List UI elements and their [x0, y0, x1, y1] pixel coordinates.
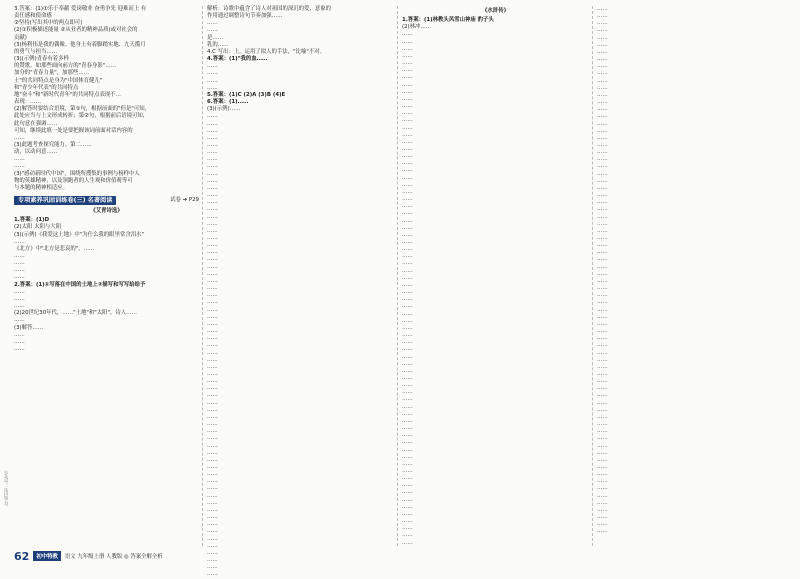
text-line: ……: [402, 468, 413, 474]
text-line: (2)解答时要结合语境，第①句，根据前面的"但是"可知，: [14, 106, 151, 113]
section-page-ref: 试卷 ➔ P29: [170, 196, 199, 203]
text-line: ……: [597, 141, 608, 148]
text-line: (3)解答……: [14, 324, 44, 331]
text-line: ……: [207, 156, 218, 163]
text-line: ……: [402, 210, 413, 217]
text-line: ……: [597, 471, 608, 478]
text-line: ……: [207, 328, 218, 335]
column-4: [597, 6, 783, 551]
text-line: 动，以动问意……: [14, 149, 58, 156]
text-line: ……: [402, 217, 413, 224]
text-line: ……: [597, 521, 608, 528]
text-line: ……: [402, 432, 413, 439]
text-line: 2.答案：(1)①写落在中国的土地上②描写和写写给给予: [14, 281, 146, 288]
page-footer: [14, 550, 163, 562]
text-line: ……: [207, 449, 218, 456]
text-line: 地"奋斗"和"新时代青年"的共同特点表现不…: [14, 91, 121, 98]
text-line: ……: [207, 227, 218, 234]
text-line: ……: [402, 339, 413, 346]
column-2: [207, 6, 394, 578]
text-line: ……: [597, 485, 608, 492]
text-line: ……: [402, 496, 413, 503]
column-divider: [592, 6, 593, 546]
text-line: 可知，继续此填一处是要把握该词前面对话内容的: [14, 127, 133, 134]
text-line: ……: [597, 313, 608, 320]
text-line: ……: [402, 31, 413, 38]
text-line: ……: [402, 52, 413, 59]
text-line: ……: [597, 277, 608, 284]
text-line: ……: [597, 84, 608, 91]
text-line: ……: [402, 482, 413, 489]
text-line: ……: [597, 428, 608, 435]
text-line: ……: [207, 177, 218, 184]
text-line: ……: [207, 406, 218, 413]
brand-badge: 初中特教: [33, 551, 61, 561]
text-line: ……: [207, 313, 218, 320]
text-line: ……: [14, 156, 25, 163]
text-line: ……: [597, 456, 608, 463]
text-line: ……: [402, 224, 413, 231]
text-line: ……: [402, 281, 413, 288]
text-line: (3)(示例)青春有着多样: [14, 56, 69, 63]
text-line: ……: [207, 306, 218, 313]
text-line: ……: [402, 117, 413, 124]
text-line: ……: [402, 188, 413, 195]
text-line: ……: [402, 417, 413, 424]
text-line: ……: [402, 67, 413, 74]
text-line: 6.答案：(1)……: [207, 99, 249, 106]
text-line: ……: [207, 292, 218, 299]
column-3: [402, 6, 589, 551]
text-line: ……: [207, 528, 218, 535]
text-line: ……: [402, 95, 413, 102]
text-line: (3)此题考查探究能力。第二……: [14, 141, 92, 148]
text-line: ……: [207, 478, 218, 485]
text-line: ……: [402, 353, 413, 360]
text-line: ……: [402, 317, 413, 324]
text-line: ……: [402, 174, 413, 181]
text-line: ……: [597, 192, 608, 199]
text-line: ……: [402, 160, 413, 167]
text-line: ……: [402, 324, 413, 331]
text-line: ……: [402, 203, 413, 210]
text-line: ……: [207, 192, 218, 199]
text-line: ……: [207, 521, 218, 528]
text-line: ……: [597, 163, 608, 170]
text-line: ……: [402, 410, 413, 417]
section-heading: [14, 195, 199, 206]
text-line: ……: [207, 335, 218, 342]
text-line: ……: [207, 256, 218, 263]
text-line: ……: [597, 342, 608, 349]
text-line: ……: [207, 277, 218, 284]
text-line: 《北方》中"北方是悲哀的"，……: [14, 245, 95, 252]
text-line: ……: [597, 170, 608, 177]
text-line: ……: [597, 363, 608, 370]
text-line: ……: [207, 456, 218, 463]
text-line: 1.答案：(1)林教头风雪山神庙 豹子头: [402, 17, 494, 24]
text-line: 和"青少年代表"的共同特点: [14, 84, 79, 91]
text-line: ……: [207, 370, 218, 377]
text-line: ……: [597, 6, 608, 12]
text-line: 此处应当与上文形成转折；第②句，根据前后语境可知，: [14, 113, 149, 120]
text-line: 表现：……: [14, 99, 41, 106]
section-title: 专项素养巩固训练卷(三) 名著阅读: [14, 196, 116, 205]
column-1: [14, 6, 199, 546]
text-line: ……: [207, 184, 218, 191]
text-line: ……: [402, 103, 413, 110]
text-line: ……: [597, 514, 608, 521]
footer-text: 语文 九年级上册 人教版 ◎ 答案全解全析: [64, 554, 163, 560]
text-line: ……: [597, 242, 608, 249]
text-line: ……: [207, 285, 218, 292]
text-line: ……: [597, 270, 608, 277]
text-line: ……: [207, 442, 218, 449]
text-line: ……: [402, 131, 413, 138]
text-line: ……: [402, 503, 413, 510]
text-line: ……: [402, 239, 413, 245]
text-line: ……: [402, 167, 413, 174]
text-line: ……: [207, 378, 218, 385]
text-line: ……: [597, 156, 608, 163]
text-line: ……: [207, 63, 218, 70]
text-line: 责任感和使命感: [14, 13, 52, 20]
text-line: ……: [402, 539, 413, 546]
text-line: ……: [597, 177, 608, 184]
text-line: ……: [14, 338, 25, 345]
text-line: ……: [207, 363, 218, 370]
text-line: ……: [402, 74, 413, 81]
text-line: (2)太阳 太阳与大阳: [14, 224, 62, 231]
text-line: ……: [402, 489, 413, 496]
page-number: 62: [14, 549, 30, 563]
text-line: ……: [597, 335, 608, 342]
text-line: ……: [597, 478, 608, 485]
text-line: ……: [597, 320, 608, 327]
text-line: ……: [207, 170, 218, 177]
text-line: ……: [597, 263, 608, 270]
text-line: ……: [207, 199, 218, 206]
text-line: ……: [207, 77, 218, 84]
text-line: ……: [402, 289, 413, 296]
text-line: ……: [597, 421, 608, 428]
text-line: ……: [402, 88, 413, 95]
text-line: ……: [207, 492, 218, 499]
text-line: 解析：诗歌中蕴含了诗人对祖国的深沉的爱，意象的: [207, 6, 331, 12]
text-line: ……: [14, 134, 25, 141]
text-line: ……: [207, 141, 218, 148]
text-line: ……: [597, 91, 608, 98]
text-line: 物的英雄精神，以及领跑者的人生观和价值观等可: [14, 177, 133, 184]
text-line: ……: [402, 124, 413, 131]
text-line: ……: [402, 403, 413, 410]
text-line: ……: [207, 263, 218, 270]
text-line: ……: [402, 332, 413, 339]
text-line: ……: [597, 249, 608, 256]
text-line: ……: [14, 274, 25, 281]
text-line: ……: [597, 378, 608, 385]
text-line: ……: [14, 267, 25, 274]
text-line: ……: [207, 270, 218, 277]
text-line: ……: [402, 231, 413, 238]
text-line: ……: [207, 506, 218, 513]
text-line: (2)林冲……: [402, 24, 432, 31]
text-line: ……: [14, 331, 25, 338]
text-line: ……: [402, 510, 413, 517]
text-line: ……: [207, 20, 218, 27]
text-line: ……: [402, 396, 413, 403]
text-line: ……: [597, 27, 608, 34]
text-line: ……: [402, 153, 413, 160]
text-line: 1.答案：(1)D: [14, 217, 50, 224]
text-line: ……: [207, 249, 218, 256]
text-line: ……: [597, 77, 608, 84]
text-line: ……: [207, 320, 218, 327]
text-line: (3)(示例)……: [207, 106, 241, 113]
text-line: ……: [597, 184, 608, 191]
text-line: 与本题的精神相适应。: [14, 184, 68, 191]
text-line: ……: [597, 127, 608, 134]
text-line: ……: [597, 285, 608, 292]
text-line: ……: [207, 120, 218, 127]
text-line: ……: [597, 292, 608, 299]
text-line: ……: [597, 399, 608, 406]
text-line: ……: [597, 70, 608, 77]
text-line: ……: [207, 535, 218, 542]
text-line: ……: [207, 514, 218, 521]
text-line: ……: [207, 435, 218, 442]
text-line: ……: [207, 428, 218, 435]
text-line: ……: [402, 274, 413, 281]
text-line: ……: [207, 113, 218, 120]
text-line: ……: [402, 310, 413, 317]
text-line: (3)杨利伟是我的偶像。他身上有着脚踏实地、九天揽月: [14, 41, 146, 48]
text-line: 4.C 写出：上，运用了拟人的手法，"比喻"不对。: [207, 48, 326, 55]
text-line: ……: [207, 399, 218, 406]
text-line: ……: [207, 27, 218, 34]
text-line: ……: [207, 342, 218, 349]
text-line: ……: [207, 421, 218, 428]
text-line: ……: [597, 34, 608, 41]
text-line: ……: [597, 13, 608, 20]
text-line: (2)20世纪30年代，……"土地"和"太阳"，诗人……: [14, 310, 137, 317]
text-line: ……: [14, 238, 25, 245]
text-line: ……: [402, 38, 413, 45]
text-line: ……: [597, 370, 608, 377]
text-line: ……: [597, 63, 608, 70]
text-line: ……: [402, 446, 413, 453]
text-line: ……: [597, 113, 608, 120]
text-line: ……: [597, 48, 608, 55]
text-line: 的赞歌。如那些面向前方的"青春身影"……: [14, 63, 116, 70]
text-line: ……: [402, 439, 413, 446]
text-line: ……: [14, 260, 25, 267]
text-line: ……: [597, 464, 608, 470]
column-divider: [202, 6, 203, 546]
text-line: 士"的共同特点是身为"中国体育健儿": [14, 77, 103, 84]
text-line: ……: [14, 303, 25, 310]
text-line: ……: [597, 506, 608, 513]
subheading: 《水浒传》: [482, 8, 509, 14]
text-line: ……: [597, 20, 608, 27]
subheading: 《艾青诗选》: [90, 208, 123, 215]
text-line: ……: [207, 464, 218, 470]
text-line: ……: [402, 181, 413, 188]
text-line: ……: [597, 41, 608, 48]
text-line: ……: [207, 206, 218, 213]
text-line: 的勇气与担当……: [14, 48, 58, 55]
text-line: ……: [597, 199, 608, 206]
text-line: ……: [207, 127, 218, 134]
text-line: ……: [402, 425, 413, 432]
text-line: (3)"感动新时代中国"，围绕所搜集的事例与榜样中人: [14, 170, 140, 177]
text-line: ……: [597, 492, 608, 499]
text-line: ……: [207, 549, 218, 556]
text-line: ……: [402, 138, 413, 145]
text-line: ……: [597, 120, 608, 127]
text-line: ……: [402, 196, 413, 203]
text-line: ……: [597, 328, 608, 335]
text-line: ……: [207, 471, 218, 478]
text-line: ……: [207, 163, 218, 170]
text-line: ……: [207, 385, 218, 392]
text-line: ……: [597, 306, 608, 313]
text-line: ……: [597, 206, 608, 213]
text-line: ……: [14, 253, 25, 259]
text-line: ……: [402, 253, 413, 260]
text-line: ……: [402, 518, 413, 525]
text-line: ……: [597, 227, 608, 234]
text-line: ……: [597, 356, 608, 363]
text-line: ……: [207, 299, 218, 306]
text-line: ……: [14, 163, 25, 170]
text-line: ……: [14, 288, 25, 295]
text-line: ……: [207, 564, 218, 571]
text-line: ……: [402, 60, 413, 67]
text-line: ……: [597, 299, 608, 306]
text-line: ……: [207, 499, 218, 506]
text-line: ……: [597, 134, 608, 141]
side-note: 公众号：乐过学习: [3, 470, 8, 506]
text-line: ……: [207, 134, 218, 141]
text-line: 加分的"青春力量"，加那些……: [14, 70, 90, 77]
text-line: ……: [402, 453, 413, 460]
text-line: ……: [14, 346, 25, 353]
text-line: ……: [402, 246, 413, 253]
text-line: ……: [402, 525, 413, 532]
text-line: ……: [597, 99, 608, 106]
text-line: ……: [597, 106, 608, 113]
text-line: ……: [597, 349, 608, 356]
text-line: 作用通过调整诗句节奏加强……: [207, 13, 283, 20]
text-line: ……: [402, 475, 413, 482]
text-line: ……: [402, 374, 413, 381]
text-line: ……: [597, 256, 608, 263]
text-line: 乳的……: [207, 41, 229, 48]
text-line: ……: [597, 499, 608, 506]
text-line: ……: [207, 349, 218, 356]
text-line: 3.答案：(1)①乐于奉献 爱岗敬业 奋勇争先 迎难而上 有: [14, 6, 147, 12]
text-line: ……: [597, 528, 608, 535]
text-line: ……: [597, 406, 608, 413]
text-line: ……: [402, 81, 413, 88]
text-line: ……: [207, 149, 218, 156]
text-line: 是……: [207, 34, 224, 41]
text-line: 4.答案：(1)"我的血……: [207, 56, 268, 63]
text-line: ……: [597, 392, 608, 399]
text-line: ……: [597, 235, 608, 241]
text-line: ……: [14, 317, 25, 324]
text-line: ……: [402, 296, 413, 303]
text-line: 贡献): [14, 34, 27, 41]
text-line: ……: [597, 449, 608, 456]
text-line: ……: [402, 389, 413, 396]
text-line: ②坚持(写出其中的两点即可): [14, 20, 83, 27]
text-line: (3)(示例)《我爱这土地》中"为什么我的眼里常含泪水": [14, 231, 145, 238]
text-line: ……: [207, 235, 218, 241]
text-line: ……: [207, 392, 218, 399]
text-line: 此句意在强调……: [14, 120, 58, 127]
text-line: ……: [402, 460, 413, 467]
text-line: ……: [14, 295, 25, 302]
text-line: ……: [207, 70, 218, 77]
text-line: ……: [207, 84, 218, 91]
text-line: ……: [402, 303, 413, 310]
text-line: ……: [402, 267, 413, 274]
text-line: ……: [207, 413, 218, 420]
text-line: ……: [402, 260, 413, 267]
text-line: ……: [402, 532, 413, 539]
text-line: ……: [597, 435, 608, 442]
text-line: ……: [402, 382, 413, 389]
text-line: ……: [597, 385, 608, 392]
text-line: ……: [597, 56, 608, 63]
text-line: ……: [207, 356, 218, 363]
text-line: ……: [207, 220, 218, 227]
column-divider: [397, 6, 398, 546]
text-line: ……: [207, 571, 218, 578]
text-line: ……: [597, 413, 608, 420]
text-line: ……: [402, 145, 413, 152]
text-line: ……: [207, 242, 218, 249]
text-line: ……: [207, 485, 218, 492]
text-line: ……: [207, 557, 218, 564]
text-line: ……: [402, 360, 413, 367]
text-line: ……: [402, 367, 413, 374]
text-line: (2)①积极描述能量 ②从业者的精神品质(或对社会的: [14, 27, 138, 34]
text-line: ……: [597, 149, 608, 156]
text-line: ……: [402, 45, 413, 52]
text-line: 5.答案：(1)C (2)A (3)B (4)E: [207, 91, 286, 98]
text-line: ……: [597, 442, 608, 449]
text-line: ……: [207, 213, 218, 220]
text-line: ……: [207, 542, 218, 549]
text-line: ……: [402, 110, 413, 117]
text-line: ……: [402, 346, 413, 353]
text-line: ……: [597, 220, 608, 227]
text-line: ……: [597, 213, 608, 220]
